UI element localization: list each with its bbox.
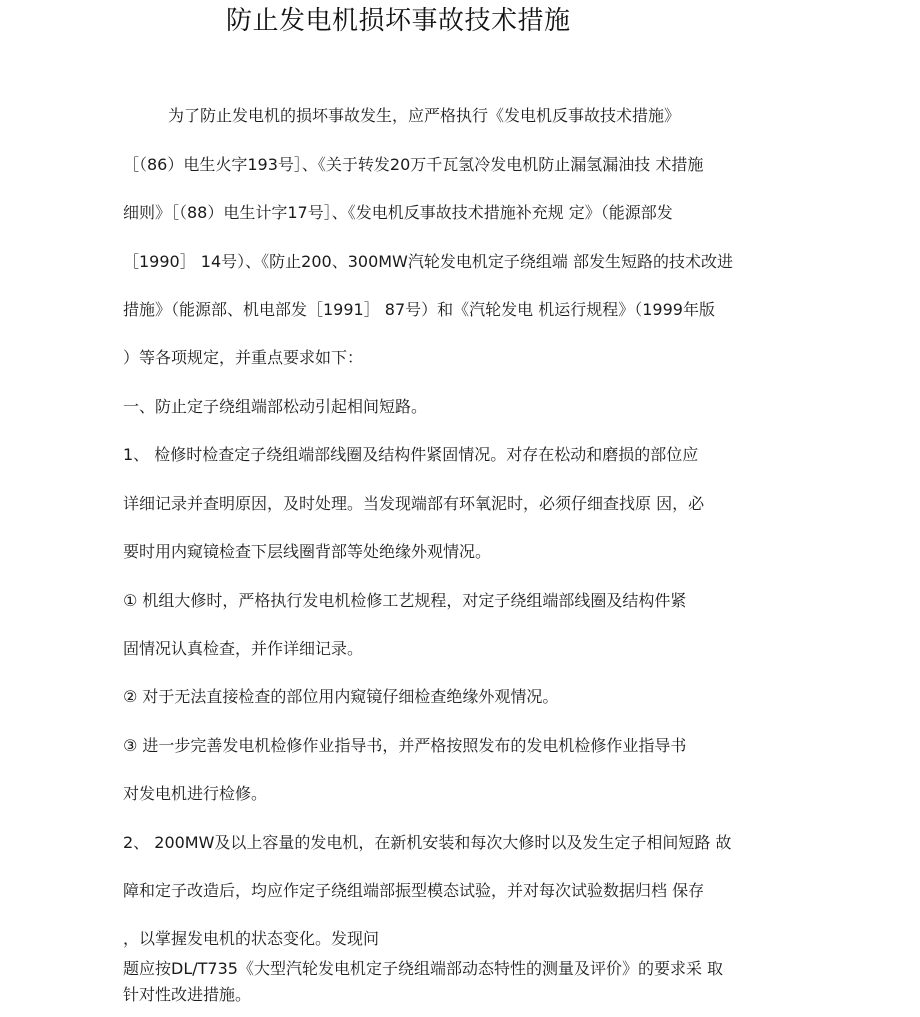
paragraph-line: 细则》［（88）电生计字17号］、《发电机反事故技术措施补充规 定》（能源部发 xyxy=(123,203,673,222)
paragraph-line: 2、 200MW及以上容量的发电机，在新机安装和每次大修时以及发生定子相间短路 故 xyxy=(123,833,732,852)
paragraph-line: 对发电机进行检修。 xyxy=(123,784,268,803)
section-heading: 一、防止定子绕组端部松动引起相间短路。 xyxy=(123,397,428,416)
paragraph-line: 为了防止发电机的损坏事故发生，应严格执行《发电机反事故技术措施》 xyxy=(168,106,681,125)
paragraph-line: ［1990］ 14号）、《防止200、300MW汽轮发电机定子绕组端 部发生短路的技术改进 xyxy=(123,252,733,271)
paragraph-line: 措施》（能源部、机电部发［1991］ 87号）和《汽轮发电 机运行规程》（1999年版 xyxy=(123,300,715,319)
paragraph-line: 要时用内窥镜检查下层线圈背部等处绝缘外观情况。 xyxy=(123,542,492,561)
paragraph-line: ）等各项规定，并重点要求如下： xyxy=(123,348,364,367)
paragraph-line: 固情况认真检查，并作详细记录。 xyxy=(123,639,364,658)
paragraph-line: 题应按DL/T735《大型汽轮发电机定子绕组端部动态特性的测量及评价》的要求采 取 xyxy=(123,959,724,978)
paragraph-line: 障和定子改造后，均应作定子绕组端部振型模态试验，并对每次试验数据归档 保存 xyxy=(123,881,705,900)
paragraph-line: 详细记录并查明原因，及时处理。当发现端部有环氧泥时，必须仔细查找原 因，必 xyxy=(123,494,705,513)
paragraph-line: ［（86）电生火字193号］、《关于转发20万千瓦氢冷发电机防止漏氢漏油技 术措施 xyxy=(123,155,704,174)
paragraph-line: ① 机组大修时，严格执行发电机检修工艺规程，对定子绕组端部线圈及结构件紧 xyxy=(123,591,687,610)
paragraph-line: 1、 检修时检查定子绕组端部线圈及结构件紧固情况。对存在松动和磨损的部位应 xyxy=(123,445,699,464)
paragraph-line: ② 对于无法直接检查的部位用内窥镜仔细检查绝缘外观情况。 xyxy=(123,687,559,706)
paragraph-line: ③ 进一步完善发电机检修作业指导书，并严格按照发布的发电机检修作业指导书 xyxy=(123,736,687,755)
paragraph-line: ，以掌握发电机的状态变化。发现问 xyxy=(123,929,380,948)
paragraph-line: 针对性改进措施。 xyxy=(123,985,252,1004)
document-title: 防止发电机损坏事故技术措施 xyxy=(226,6,571,36)
